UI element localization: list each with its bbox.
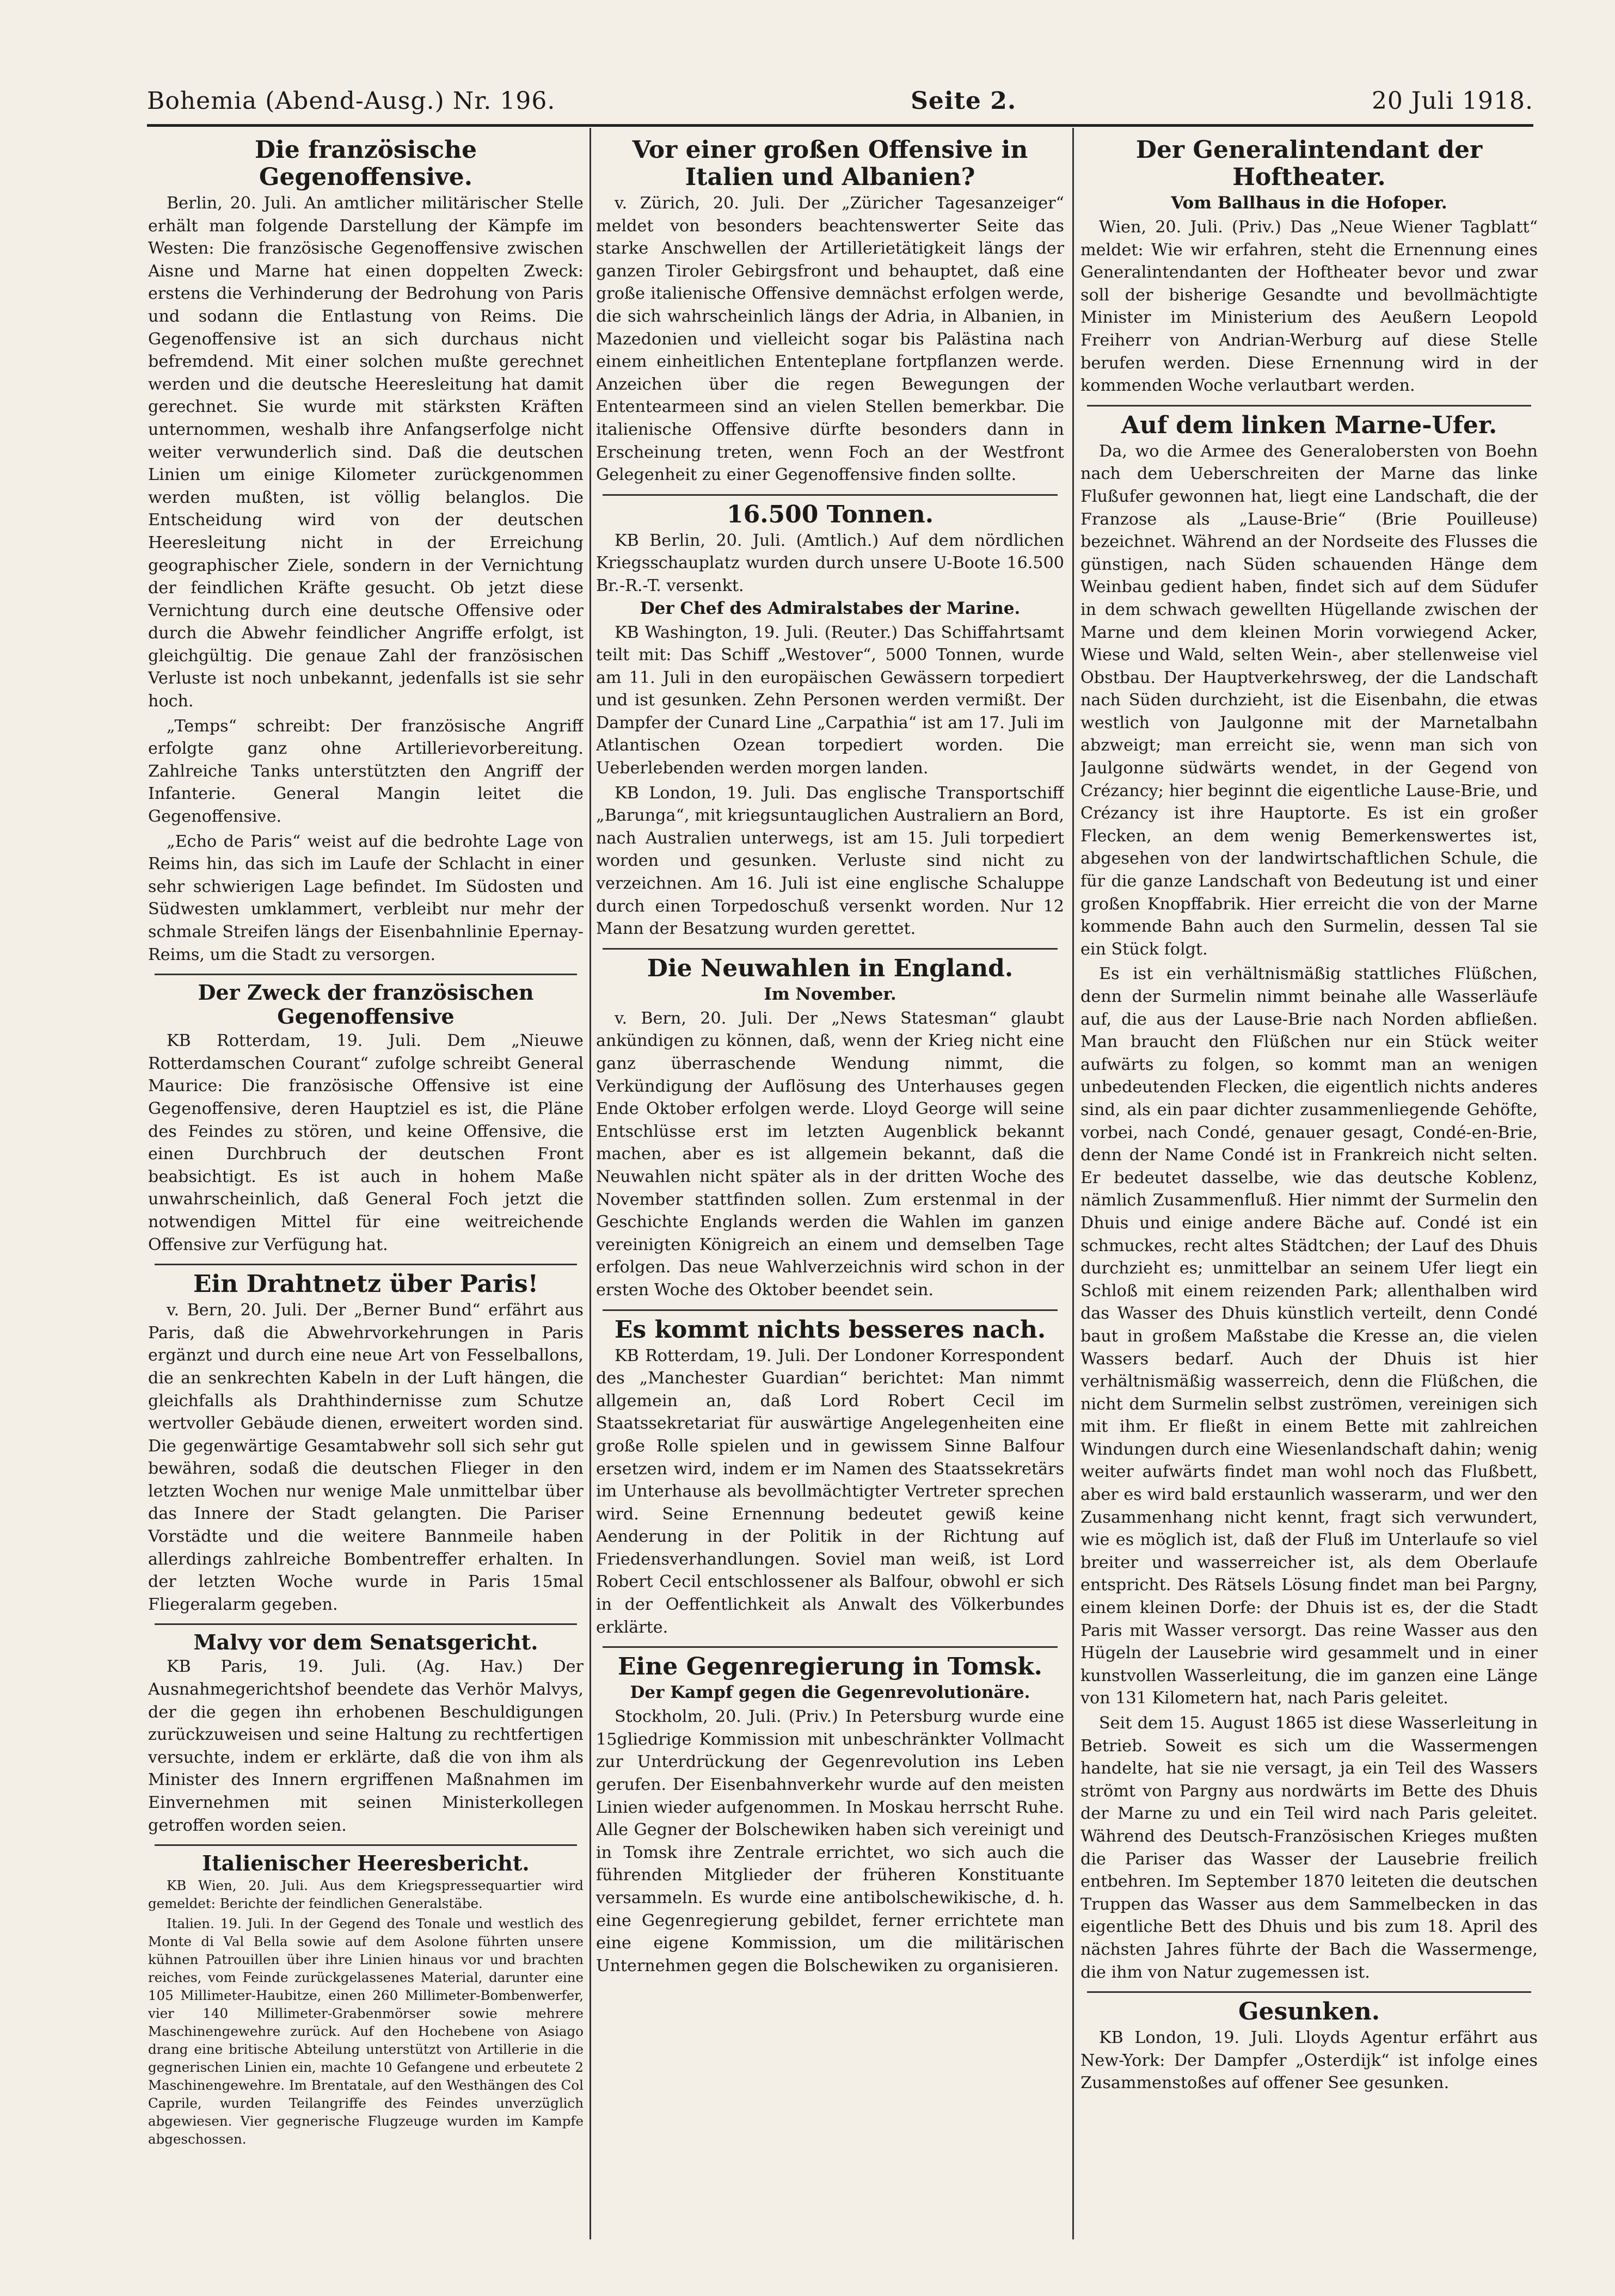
article-offensive-italien xyxy=(596,137,1064,487)
article-paragraph: KB Paris, 19. Juli. (Ag. Hav.) Der Ausnahmegerichtshof beendete das Verhör Malvys, der die gegen ihn erhobenen Beschuldigungen zurückzuweisen und seine Haltung zu rechtfertigen versuchte, indem er erklärte, daß die von ihm als Minister des Innern ergriffenen Maßnahmen im Einvernehmen mit seinen Ministerkollegen getroffen worden seien. xyxy=(148,1657,584,1835)
article-paragraph: KB Berlin, 20. Juli. (Amtlich.) Auf dem nördlichen Kriegsschauplatz wurden durch unsere U-Boote 16.500 Br.-R.-T. versenkt. xyxy=(596,531,1064,595)
article-franzoesische-gegenoffensive xyxy=(148,137,584,966)
article-paragraph: Es ist ein verhältnismäßig stattliches Flüßchen, denn der Surmelin nimmt beinahe alle Wasserläufe auf, die aus der Lause-Brie nach Norden abfließen. Man braucht den Flüßchen nur ein Stück weiter aufwärts zu folgen, so kommt man an wenigen unbedeutenden Flecken, die eigentlich nichts anderes sind, als ein paar dichter zusammenliegende Gehöfte, vorbei, nach Condé, genauer gesagt, Condé-en-Brie, denn der Name Condé ist in Frankreich nicht selten. Er bedeutet dasselbe, wie das deutsche Koblenz, nämlich Zusammenfluß. Hier nimmt der Surmelin den Dhuis und einige andere Bäche auf. Condé ist ein schmuckes, recht altes Städtchen; der Lauf des Dhuis durchzieht es; unmittelbar an seinem Ufer liegt ein Schloß mit einem reizenden Park; allenthalben wird das Wasser des Dhuis künstlich verteilt, denn Condé baut in großem Maßstabe die Kresse an, die vielen Wassers bedarf. Auch der Dhuis ist hier verhältnismäßig wasserreich, denn die Flüßchen, die nicht dem Surmelin selbst zuströmen, vereinigen sich mit ihm. Er fließt in einem Bette mit zahlreichen Windungen durch eine Wiesenlandschaft dahin; wenig weiter aufwärts findet man wohl noch das Flußbett, aber es wird bald erstaunlich wasserarm, und wer den Zusammenhang nicht kennt, fragt sich verwundert, wie es möglich ist, daß der Fluß im Unterlaufe so viel breiter und wasserreicher ist, als dem Oberlaufe entspricht. Des Rätsels Lösung findet man bei Pargny, einem kleinen Dorfe: der Dhuis ist es, der die Stadt Paris mit Wasser versorgt. Das reine Wasser aus den Hügeln der Lausebrie wird gesammelt und in einer kunstvollen Wasserleitung, die im ganzen eine Länge von 131 Kilometern hat, nach Paris geleitet. xyxy=(1080,964,1538,1708)
article-gegenregierung-tomsk xyxy=(596,1653,1064,1977)
article-zweck-gegenoffensive xyxy=(148,981,584,1256)
article-paragraph: Wien, 20. Juli. (Priv.) Das „Neue Wiener Tagblatt“ meldet: Wie wir erfahren, steht die Ernennung eines Generalintendanten der Hoftheater bevor und zwar soll der bisherige Gesandte und bevollmächtigte Minister im Ministerium des Aeußern Leopold Freiherr von Andrian-Werburg auf diese Stelle berufen werden. Diese Ernennung wird in der kommenden Woche verlautbart werden. xyxy=(1080,218,1538,396)
article-neuwahlen-england xyxy=(596,955,1064,1302)
page-header xyxy=(147,82,1533,120)
article-title: Ein Drahtnetz über Paris! xyxy=(193,1270,538,1298)
article-separator xyxy=(155,974,577,975)
article-drahtnetz-paris xyxy=(148,1271,584,1616)
article-title: Eine Gegenregierung in Tomsk. xyxy=(618,1653,1042,1681)
article-paragraph: Da, wo die Armee des Generalobersten von Boehn nach dem Ueberschreiten der Marne das linke Flußufer gewonnen hat, liegt eine Landschaft, die der Franzose als „Lause-Brie“ (Brie Pouilleuse) bezeichnet. Während an der Nordseite des Flusses die günstigen, nach Süden schauenden Hänge dem Weinbau gedient haben, findet sich auf dem Südufer in dem schwach gewellten Hügellande zwischen der Marne und dem kleinen Morin vorwiegend Acker, Wiese und Wald, selten Wein-, aber stellenweise viel Obstbau. Der Hauptverkehrsweg, der die Landschaft nach Süden durchzieht, ist die Eisenbahn, die etwas westlich von Jaulgonne mit der Marnetalbahn abzweigt; man erreicht sie, wenn man sich von Jaulgonne südwärts wendet, in der Gegend von Crézancy; hier beginnt die eigentliche Lause-Brie, und Crézancy ist ihre Hauptorte. Es ist ein großer Flecken, an dem wenig Bemerkenswertes ist, abgesehen von der landwirtschaftlichen Schule, die für die ganze Landschaft von Bedeutung ist und einer großen Knopffabrik. Hier erreicht die von der Marne kommende Bahn auch den Surmelin, dessen Tal sie ein Stück folgt. xyxy=(1080,441,1538,959)
article-title: Vor einer großen Offensive in Italien und Albanien? xyxy=(632,136,1028,191)
page-number: Seite 2. xyxy=(911,87,1017,115)
column-divider xyxy=(589,128,591,2239)
article-separator xyxy=(603,494,1058,496)
article-separator xyxy=(155,1844,577,1846)
article-paragraph: KB Rotterdam, 19. Juli. Dem „Nieuwe Rotterdamschen Courant“ zufolge schreibt General Maurice: Die französische Offensive ist eine Gegenoffensive, deren Hauptziel es ist, die Pläne des Feindes zu stören, und keine Offensive, die einen Durchbruch der deutschen Front beabsichtigt. Es ist auch in hohem Maße unwahrscheinlich, daß General Foch jetzt die notwendigen Mittel für eine weitreichende Offensive zur Verfügung hat. xyxy=(148,1031,584,1254)
article-malvy-senatsgericht xyxy=(148,1630,584,1837)
article-subtitle: Vom Ballhaus in die Hofoper. xyxy=(1171,193,1447,213)
article-paragraph: KB Washington, 19. Juli. (Reuter.) Das Schiffahrtsamt teilt mit: Das Schiff „Westover“, 5000 Tonnen, wurde am 11. Juli in den europäischen Gewässern torpediert und ist gesunken. Zehn Personen werden vermißt. Der Dampfer der Cunard Line „Carpathia“ ist am 17. Juli im Atlantischen Ozean torpediert worden. Die Ueberlebenden werden morgen landen. xyxy=(596,623,1064,778)
article-separator xyxy=(1087,405,1531,407)
article-paragraph: v. Bern, 20. Juli. Der „News Statesman“ glaubt ankündigen zu können, daß, wenn der Krieg nicht eine ganz überraschende Wendung nimmt, die Verkündigung der Auflösung des Unterhauses gegen Ende Oktober erfolgen werde. Lloyd George will seine Entschlüsse erst im letzten Augenblick bekannt machen, aber es ist allgemein bekannt, daß die Neuwahlen nicht später als in der dritten Woche des November stattfinden sollen. Zum erstenmal in der Geschichte Englands werden die Wahlen im ganzen vereinigten Königreich an einem und demselben Tage erfolgen. Das neue Wahlverzeichnis wird schon in der ersten Woche des Oktober beendet sein. xyxy=(596,1008,1064,1300)
masthead-issue: Bohemia (Abend-Ausg.) Nr. 196. xyxy=(147,87,556,115)
article-nichts-besseres xyxy=(596,1316,1064,1639)
article-title: Auf dem linken Marne-Ufer. xyxy=(1121,411,1497,439)
article-separator xyxy=(603,948,1058,950)
article-gesunken xyxy=(1080,1998,1538,2095)
article-paragraph: Italien. 19. Juli. In der Gegend des Tonale und westlich des Monte di Val Bella sowie auf dem Asolone führten unsere kühnen Patrouillen über ihre Linien hinaus vor und brachten reiches, vom Feinde zurückgelassenes Material, darunter eine 105 Millimeter-Haubitze, einen 260 Millimeter-Bombenwerfer, vier 140 Millimeter-Grabenmörser sowie mehrere Maschinengewehre zurück. Auf den Hochebene von Asiago drang eine britische Abteilung unterstützt von Artillerie in die gegnerischen Linien ein, machte 10 Gefangene und erbeutete 2 Maschinengewehre. Im Brentatale, auf den Westhängen des Col Caprile, wurden Teilangriffe des Feindes unverzüglich abgewiesen. Vier gegnerische Flugzeuge wurden im Kampfe abgeschossen. xyxy=(148,1916,584,2147)
article-title: Der Generalintendant der Hoftheater. xyxy=(1135,136,1483,191)
article-16500-tonnen xyxy=(596,501,1064,940)
column-3 xyxy=(1080,133,1538,2239)
article-title: Die Neuwahlen in England. xyxy=(647,954,1014,982)
article-separator xyxy=(603,1646,1058,1648)
article-title: Italienischer Heeresbericht. xyxy=(202,1851,530,1876)
article-separator xyxy=(1087,1991,1531,1993)
article-paragraph: KB Wien, 20. Juli. Aus dem Kriegspressequartier wird gemeldet: Berichte der feindlichen Generalstäbe. xyxy=(148,1878,584,1912)
article-title: Es kommt nichts besseres nach. xyxy=(614,1315,1046,1344)
article-generalintendant xyxy=(1080,137,1538,397)
header-rule xyxy=(147,124,1533,127)
article-title: 16.500 Tonnen. xyxy=(726,500,934,528)
article-paragraph: Berlin, 20. Juli. An amtlicher militärischer Stelle erhält man folgende Darstellung der Kämpfe im Westen: Die französische Gegenoffensive zwischen Aisne und Marne hat einen doppelten Zweck: erstens die Verhinderung der Bedrohung von Paris und sodann die Entlastung von Reims. Die Gegenoffensive ist an sich durchaus nicht befremdend. Mit einer solchen mußte gerechnet werden und die deutsche Heeresleitung hat damit gerechnet. Sie wurde mit stärksten Kräften unternommen, weshalb ihre Anfangserfolge nicht weiter verwunderlich sind. Daß die deutschen Linien um einige Kilometer zurückgenommen werden mußten, ist völlig belanglos. Die Entscheidung wird von der deutschen Heeresleitung nicht in der Erreichung geographischer Ziele, sondern in der Vernichtung der feindlichen Kräfte gesucht. Ob jetzt diese Vernichtung durch eine deutsche Offensive oder durch die Abwehr feindlicher Angriffe erfolgt, ist gleichgültig. Die genaue Zahl der französischen Verluste ist noch unbekannt, jedenfalls ist sie sehr hoch. xyxy=(148,194,584,711)
article-subtitle: Der Kampf gegen die Gegenrevolutionäre. xyxy=(630,1683,1030,1703)
issue-date: 20 Juli 1918. xyxy=(1371,87,1533,115)
article-paragraph: v. Zürich, 20. Juli. Der „Züricher Tagesanzeiger“ meldet von besonders beachtenswerter Seite das starke Anschwellen der Artillerietätigkeit längs der ganzen Tiroler Gebirgsfront und behauptet, daß eine große italienische Offensive demnächst erfolgen werde, die sich wahrscheinlich längs der Adria, in Albanien, in Mazedonien und vielleicht sogar bis Palästina nach einem einheitlichen Ententeplane fortpflanzen werde. Anzeichen über die regen Bewegungen der Ententearmeen sind an vielen Stellen bemerkbar. Die italienische Offensive dürfte besonders dann in Erscheinung treten, wenn Foch an der Westfront Gelegenheit zu einer Gegenoffensive finden sollte. xyxy=(596,194,1064,485)
article-italienischer-heeresbericht xyxy=(148,1851,584,2148)
article-paragraph: Seit dem 15. August 1865 ist diese Wasserleitung in Betrieb. Soweit es sich um die Wassermengen handelte, hat sie nie versagt, ja ein Teil des Wassers strömt von Pargny aus nordwärts im Bette des Dhuis der Marne zu und ein Teil wird nach Paris geleitet. Während des Deutsch-Französischen Krieges mußten die Pariser das Wasser der Lausebrie freilich entbehren. Im September 1870 leiteten die deutschen Truppen das Wasser aus dem Sammelbecken in das eigentliche Bett des Dhuis und bis zum 18. April des nächsten Jahres führte der Bach die Wassermenge, die ihm von Natur zugemessen ist. xyxy=(1080,1714,1538,1982)
article-linkes-marne-ufer xyxy=(1080,412,1538,1984)
article-paragraph: „Echo de Paris“ weist auf die bedrohte Lage von Reims hin, das sich im Laufe der Schlacht in einer sehr schwierigen Lage befindet. Im Südosten und Südwesten umklammert, verbleibt nur mehr der schmale Streifen längs der Eisenbahnlinie Epernay-Reims, um die Stadt zu versorgen. xyxy=(148,832,584,964)
article-separator xyxy=(155,1623,577,1625)
article-separator xyxy=(603,1309,1058,1311)
article-paragraph: KB Rotterdam, 19. Juli. Der Londoner Korrespondent des „Manchester Guardian“ berichtet: Man nimmt allgemein an, daß Lord Robert Cecil im Staatssekretariat für auswärtige Angelegenheiten eine große Rolle spielen und in gewissem Sinne Balfour ersetzen wird, indem er im Namen des Staatssekretärs im Unterhause als bevollmächtigter Vertreter sprechen wird. Seine Ernennung bedeutet gewiß keine Aenderung in der Politik in der Richtung auf Friedensverhandlungen. Soviel man weiß, ist Lord Robert Cecil entschlossener als Balfour, obwohl er sich in der Oeffentlichkeit als Anwalt des Völkerbundes erklärte. xyxy=(596,1346,1064,1637)
column-divider xyxy=(1072,128,1074,2239)
article-subtitle: Im November. xyxy=(764,984,896,1004)
column-2 xyxy=(596,133,1064,2239)
article-signature: Der Chef des Admiralstabes der Marine. xyxy=(640,598,1021,618)
article-title: Der Zweck der französischen Gegenoffensive xyxy=(198,980,534,1029)
article-paragraph: KB London, 19. Juli. Das englische Transportschiff „Barunga“, mit kriegsuntauglichen Australiern an Bord, nach Australien unterwegs, ist am 15. Juli torpediert worden und gesunken. Verluste sind nicht zu verzeichnen. Am 16. Juli ist eine englische Schaluppe durch einen Torpedoschuß versenkt worden. Nur 12 Mann der Besatzung wurden gerettet. xyxy=(596,783,1064,939)
article-title: Malvy vor dem Senatsgericht. xyxy=(193,1630,538,1655)
article-paragraph: „Temps“ schreibt: Der französische Angriff erfolgte ganz ohne Artillerievorbereitung. Zahlreiche Tanks unterstützten den Angriff der Infanterie. General Mangin leitet die Gegenoffensive. xyxy=(148,716,584,827)
article-separator xyxy=(155,1264,577,1265)
article-paragraph: Stockholm, 20. Juli. (Priv.) In Petersburg wurde eine 15gliedrige Kommission mit unbeschränkter Vollmacht zur Unterdrückung der Gegenrevolution ins Leben gerufen. Der Eisenbahnverkehr wurde auf den meisten Linien wieder aufgenommen. In Moskau herrscht Ruhe. Alle Gegner der Bolschewiken haben sich vereinigt und in Tomsk ihre Zentrale errichtet, wo sich auch die führenden Mitglieder der früheren Konstituante versammeln. Es wurde eine antibolschewikische, d. h. eine Gegenregierung gebildet, ferner errichtete man eine eigene Kommission, um die militärischen Unternehmen gegen die Bolschewiken zu organisieren. xyxy=(596,1707,1064,1975)
article-paragraph: v. Bern, 20. Juli. Der „Berner Bund“ erfährt aus Paris, daß die Abwehrvorkehrungen in Paris ergänzt und durch eine neue Art von Fesselballons, die an senkrechten Kabeln in der Luft hängen, die gleichfalls als Drahthindernisse zum Schutze wertvoller Gebäude dienen, erweitert worden sind. Die gegenwärtige Gesamtabwehr soll sich sehr gut bewähren, sodaß die deutschen Flieger in den letzten Wochen nur wenige Male unmittelbar über das Innere der Stadt gelangten. Die Pariser Vorstädte und die weitere Bannmeile haben allerdings zahlreiche Bombentreffer erhalten. In der letzten Woche wurde in Paris 15mal Fliegeralarm gegeben. xyxy=(148,1301,584,1614)
column-1 xyxy=(148,133,584,2239)
article-title: Die französische Gegenoffensive. xyxy=(254,136,477,191)
article-title: Gesunken. xyxy=(1238,1998,1380,2026)
article-paragraph: KB London, 19. Juli. Lloyds Agentur erfährt aus New-York: Der Dampfer „Osterdijk“ ist infolge eines Zusammenstoßes auf offener See gesunken. xyxy=(1080,2028,1538,2093)
